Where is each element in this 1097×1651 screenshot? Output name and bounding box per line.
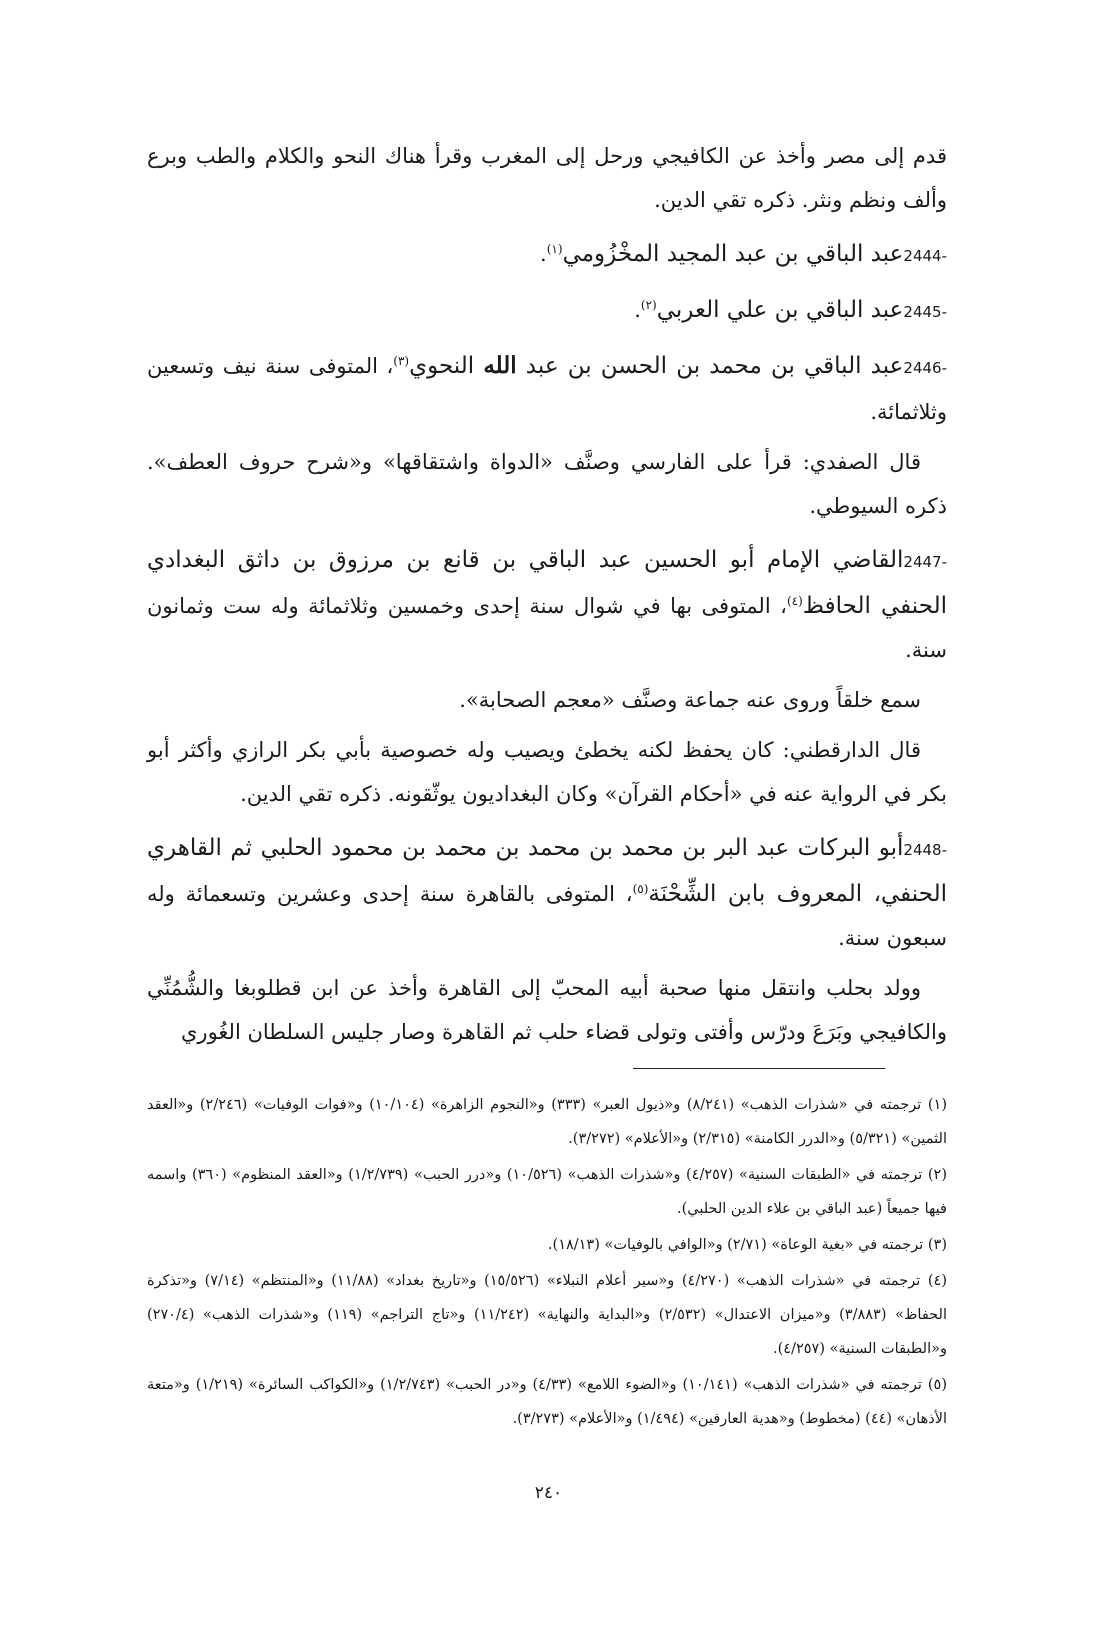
entry-number: 2448- <box>903 841 947 859</box>
entry-tail: . <box>540 242 547 266</box>
intro-line-1: قدم إلى مصر وأخذ عن الكافيجي ورحل إلى المغرب وقرأ هناك النحو والكلام والطب وبرع <box>147 144 947 168</box>
entry-number: 2445- <box>903 303 947 321</box>
footnote-ref: (٢) <box>640 298 657 312</box>
entry-2447-paragraph: قال الدارقطني: كان يحفظ لكنه يخطئ ويصيب وله خصوصية بأبي بكر الرازي وأكثر أبو بكر في الرواية عنه في «أحكام القرآن» وكان البغداديون يوثّقونه. ذكره تقي الدين. <box>147 738 947 806</box>
intro-line-2: وألف ونظم ونثر. ذكره تقي الدين. <box>654 188 947 212</box>
entry-2446-paragraph: قال الصفدي: قرأ على الفارسي وصنَّف «الدواة واشتقاقها» و«شرح حروف العطف». ذكره السيوطي. <box>147 450 947 518</box>
footnote: (٤) ترجمته في «شذرات الذهب» (٤/٢٧٠) و«سير أعلام النبلاء» (١٥/٥٢٦) و«تاريخ بغداد» (١١/٨٨) و«المنتظم» (٧/١٤) و«تذكرة الحفاظ» (٣/٨٨٣) و«ميزان الاعتدال» (٢/٥٣٢) و«البداية والنهاية» (١١/٢٤٢) و«تاج التراجم» (١١٩) و«شذرات الذهب» (٢٧٠/٤) و«الطبقات السنية» (٤/٢٥٧). <box>147 1273 947 1357</box>
entry-tail: . <box>634 298 641 322</box>
entry-name: القاضي الإمام أبو الحسين عبد الباقي بن قانع بن مرزوق بن داثق البغدادي الحنفي الحافظ <box>147 547 947 619</box>
entry-details: ، المتوفى بها في شوال سنة إحدى وخمسين وثلاثمائة وله ست وثمانون سنة. <box>147 594 947 662</box>
entry-2448 <box>147 826 947 960</box>
entry-name: عبد الباقي بن عبد المجيد المخْزُومي <box>562 241 904 267</box>
entry-number: 2447- <box>903 553 947 571</box>
entry-2445 <box>147 288 947 334</box>
footnotes <box>147 1088 947 1438</box>
footnote: (٣) ترجمته في «بغية الوعاة» (٢/٧١) و«الوافي بالوفيات» (١٨/١٣). <box>547 1237 947 1253</box>
page-number: ٢٤٠ <box>534 1483 563 1503</box>
main-text <box>147 138 947 1064</box>
entry-2446 <box>147 344 947 434</box>
entry-name: أبو البركات عبد البر بن محمد بن محمد بن محمد بن محمود الحلبي ثم القاهري الحنفي، المعروف بابن الشِّحْنَة <box>147 835 947 907</box>
footnote-separator <box>633 1068 885 1069</box>
footnote: (١) ترجمته في «شذرات الذهب» (٨/٢٤١) و«ذيول العبر» (٣٣٣) و«النجوم الزاهرة» (١٠/١٠٤) و«فوات الوفيات» (٢/٢٤٦) و«العقد الثمين» (٥/٣٢١) و«الدرر الكامنة» (٢/٣١٥) و«الأعلام» (٣/٢٧٢). <box>147 1097 947 1147</box>
entry-number: 2446- <box>903 359 947 377</box>
entry-name-part: عبد الباقي بن محمد بن الحسن بن عبد <box>516 353 904 379</box>
footnote-ref: (٤) <box>786 594 803 608</box>
entry-details: ، المتوفى سنة نيف وتسعين وثلاثمائة. <box>147 354 947 424</box>
footnote-ref: (٣) <box>393 354 410 368</box>
footnote: (٢) ترجمته في «الطبقات السنية» (٤/٢٥٧) و«شذرات الذهب» (١٠/٥٢٦) و«درر الحبب» (١/٢/٧٣٩) و«العقد المنظوم» (٣٦٠) واسمه فيها جميعاً (عبد الباقي بن علاء الدين الحلبي). <box>147 1167 947 1217</box>
entry-2448-paragraph: وولد بحلب وانتقل منها صحبة أبيه المحبّ إلى القاهرة وأخذ عن ابن قطلوبغا والشُّمُنِّي والكافيجي وبَرَعَ ودرّس وأفتى وتولى قضاء حلب ثم القاهرة وصار جليس السلطان الغُوري <box>147 976 947 1044</box>
entry-name-allah: الله <box>483 352 517 379</box>
footnote-ref: (٥) <box>632 882 649 896</box>
entry-name-part: النحوي <box>409 353 484 379</box>
entry-name: عبد الباقي بن علي العربي <box>656 297 904 323</box>
footnote-ref: (١) <box>546 242 563 256</box>
entry-2444 <box>147 232 947 278</box>
footnote: (٥) ترجمته في «شذرات الذهب» (١٠/١٤١) و«الضوء اللامع» (٤/٣٣) و«در الحبب» (١/٢/٧٤٣) و«الكواكب السائرة» (١/٢١٩) و«متعة الأذهان» (٤٤) (مخطوط) و«هدية العارفين» (١/٤٩٤) و«الأعلام» (٣/٢٧٣). <box>147 1377 947 1427</box>
intro-paragraph <box>147 134 947 222</box>
entry-number: 2444- <box>903 247 947 265</box>
entry-2447-paragraph: سمع خلقاً وروى عنه جماعة وصنَّف «معجم الصحابة». <box>459 688 921 712</box>
entry-2447 <box>147 538 947 672</box>
entry-details: ، المتوفى بالقاهرة سنة إحدى وعشرين وتسعمائة وله سبعون سنة. <box>147 882 947 950</box>
